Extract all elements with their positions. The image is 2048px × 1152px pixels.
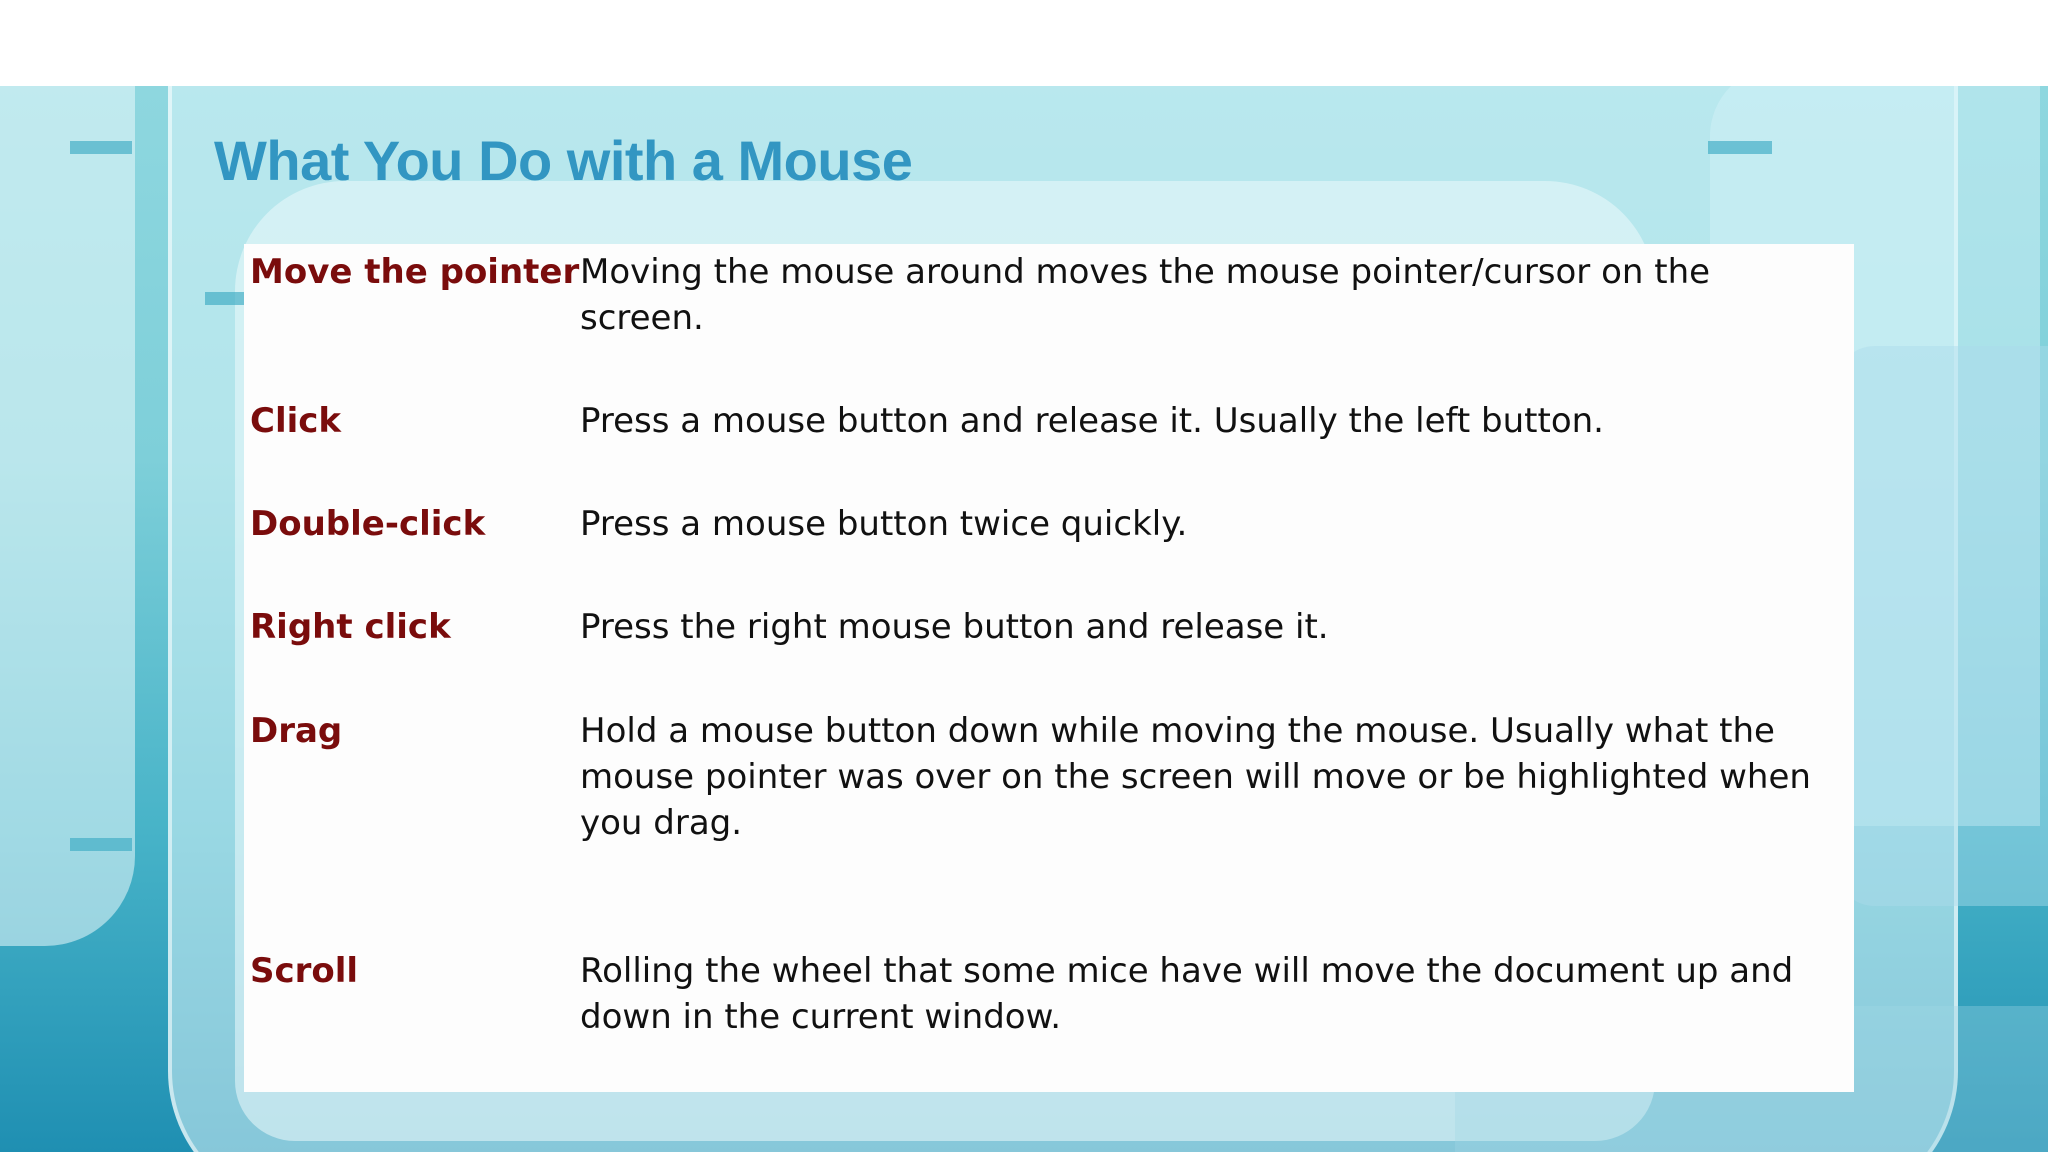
background-panel-right-lower — [1835, 346, 2048, 906]
decorative-tick — [1708, 141, 1772, 154]
term-label: Double-click — [250, 504, 486, 544]
term-description: Press the right mouse button and release it. — [580, 607, 1329, 647]
term-label: Right click — [250, 607, 451, 647]
decorative-tick — [70, 141, 132, 154]
term-description: Rolling the wheel that some mice have will move the document up and down in the current window. — [580, 951, 1794, 1037]
decorative-tick — [205, 292, 245, 305]
term-description: Press a mouse button twice quickly. — [580, 504, 1188, 544]
background-panel-left — [0, 86, 135, 946]
term-label: Scroll — [250, 951, 359, 991]
term-label: Click — [250, 401, 342, 441]
slide-title: What You Do with a Mouse — [214, 129, 913, 192]
definitions-table — [244, 244, 1854, 1092]
term-label: Move the pointer — [250, 252, 580, 292]
term-description: Moving the mouse around moves the mouse pointer/cursor on the screen. — [580, 252, 1711, 338]
decorative-tick — [70, 838, 132, 851]
term-description: Hold a mouse button down while moving the mouse. Usually what the mouse pointer was over on the screen will move or be highlighted when you drag. — [580, 711, 1811, 843]
term-label: Drag — [250, 711, 343, 751]
term-description: Press a mouse button and release it. Usually the left button. — [580, 401, 1604, 441]
